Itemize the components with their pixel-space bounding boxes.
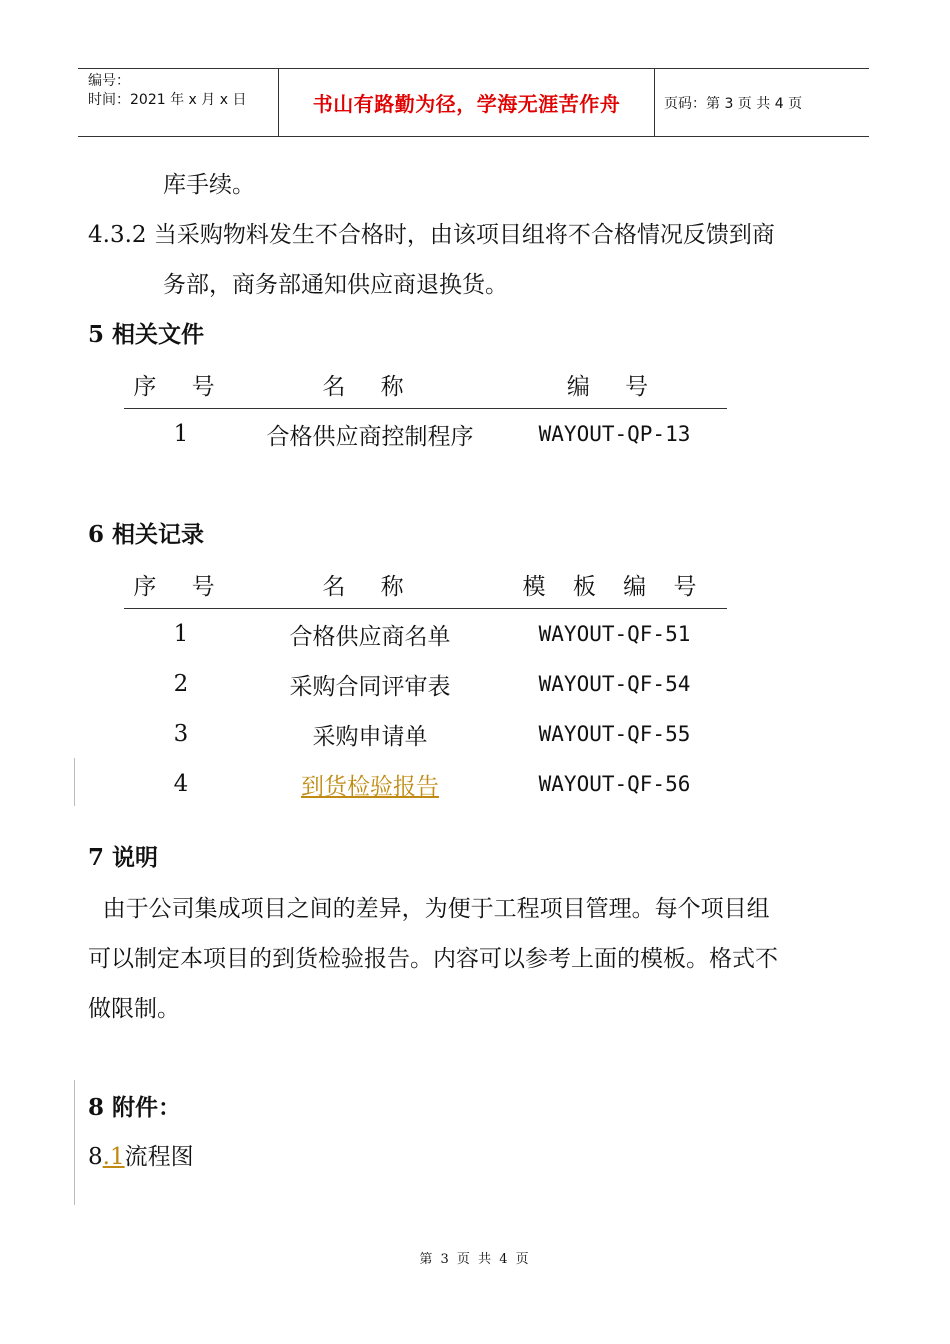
column-header-code: 编 号 <box>566 373 663 400</box>
table-row <box>124 609 727 659</box>
column-header-template-code: 模 板 编 号 <box>522 573 707 600</box>
header-number-label: 编号： <box>88 73 130 89</box>
table-row <box>124 659 727 709</box>
section-7-line-1: 由于公司集成项目之间的差异，为便于工程项目管理。每个项目组 <box>88 896 770 922</box>
column-header-name: 名 称 <box>322 573 418 600</box>
attachment-title: 流程图 <box>124 1144 194 1170</box>
column-header-index: 序 号 <box>133 573 229 600</box>
row-index: 1 <box>173 421 189 447</box>
section-7-line-3: 做限制。 <box>88 996 180 1022</box>
row-index: 1 <box>173 621 189 647</box>
row-code: WAYOUT-QF-55 <box>538 722 691 746</box>
related-documents-table <box>124 360 727 459</box>
header-time-label: 时间：2021 年 x 月 x 日 <box>88 92 247 108</box>
column-header-index: 序 号 <box>133 373 229 400</box>
attachment-number-prefix: 8 <box>88 1144 103 1170</box>
table-row <box>124 409 727 459</box>
table-row <box>124 759 727 809</box>
row-name: 合格供应商名单 <box>289 623 451 650</box>
page-footer: 第 3 页 共 4 页 <box>419 1252 531 1267</box>
table-header-row <box>124 560 727 609</box>
row-name-link-cell <box>238 768 502 801</box>
page-header <box>78 68 869 137</box>
related-records-table <box>124 560 727 809</box>
inspection-report-link[interactable]: 到货检验报告 <box>301 773 439 800</box>
row-name: 合格供应商控制程序 <box>266 423 474 450</box>
row-code: WAYOUT-QF-51 <box>538 622 691 646</box>
row-code: WAYOUT-QF-54 <box>538 672 691 696</box>
section-7-heading: 7 说明 <box>88 844 159 871</box>
change-bar <box>74 758 75 806</box>
header-meta <box>78 69 279 136</box>
section-6-heading: 6 相关记录 <box>88 521 205 548</box>
section-8-item <box>88 1142 194 1172</box>
column-header-name: 名 称 <box>322 373 418 400</box>
row-code: WAYOUT-QP-13 <box>538 422 691 446</box>
row-name: 采购合同评审表 <box>289 673 451 700</box>
row-index: 3 <box>173 721 189 747</box>
row-index: 4 <box>173 771 189 797</box>
attachment-number-link[interactable]: .1 <box>102 1144 125 1170</box>
row-code: WAYOUT-QF-56 <box>538 772 691 796</box>
header-page-info: 页码：第 3 页 共 4 页 <box>664 95 803 112</box>
header-motto: 书山有路勤为径，学海无涯苦作舟 <box>279 69 655 136</box>
section-7-line-2: 可以制定本项目的到货检验报告。内容可以参考上面的模板。格式不 <box>88 946 778 972</box>
row-name: 采购申请单 <box>312 723 428 750</box>
body-line-1: 库手续。 <box>163 172 255 198</box>
body-line-3: 务部，商务部通知供应商退换货。 <box>163 272 508 298</box>
section-8-heading: 8 附件： <box>88 1094 182 1121</box>
table-row <box>124 709 727 759</box>
row-index: 2 <box>173 671 189 697</box>
section-5-heading: 5 相关文件 <box>88 321 205 348</box>
change-bar <box>74 1080 75 1205</box>
table-header-row <box>124 360 727 409</box>
body-line-2: 4.3.2 当采购物料发生不合格时，由该项目组将不合格情况反馈到商 <box>88 222 775 248</box>
